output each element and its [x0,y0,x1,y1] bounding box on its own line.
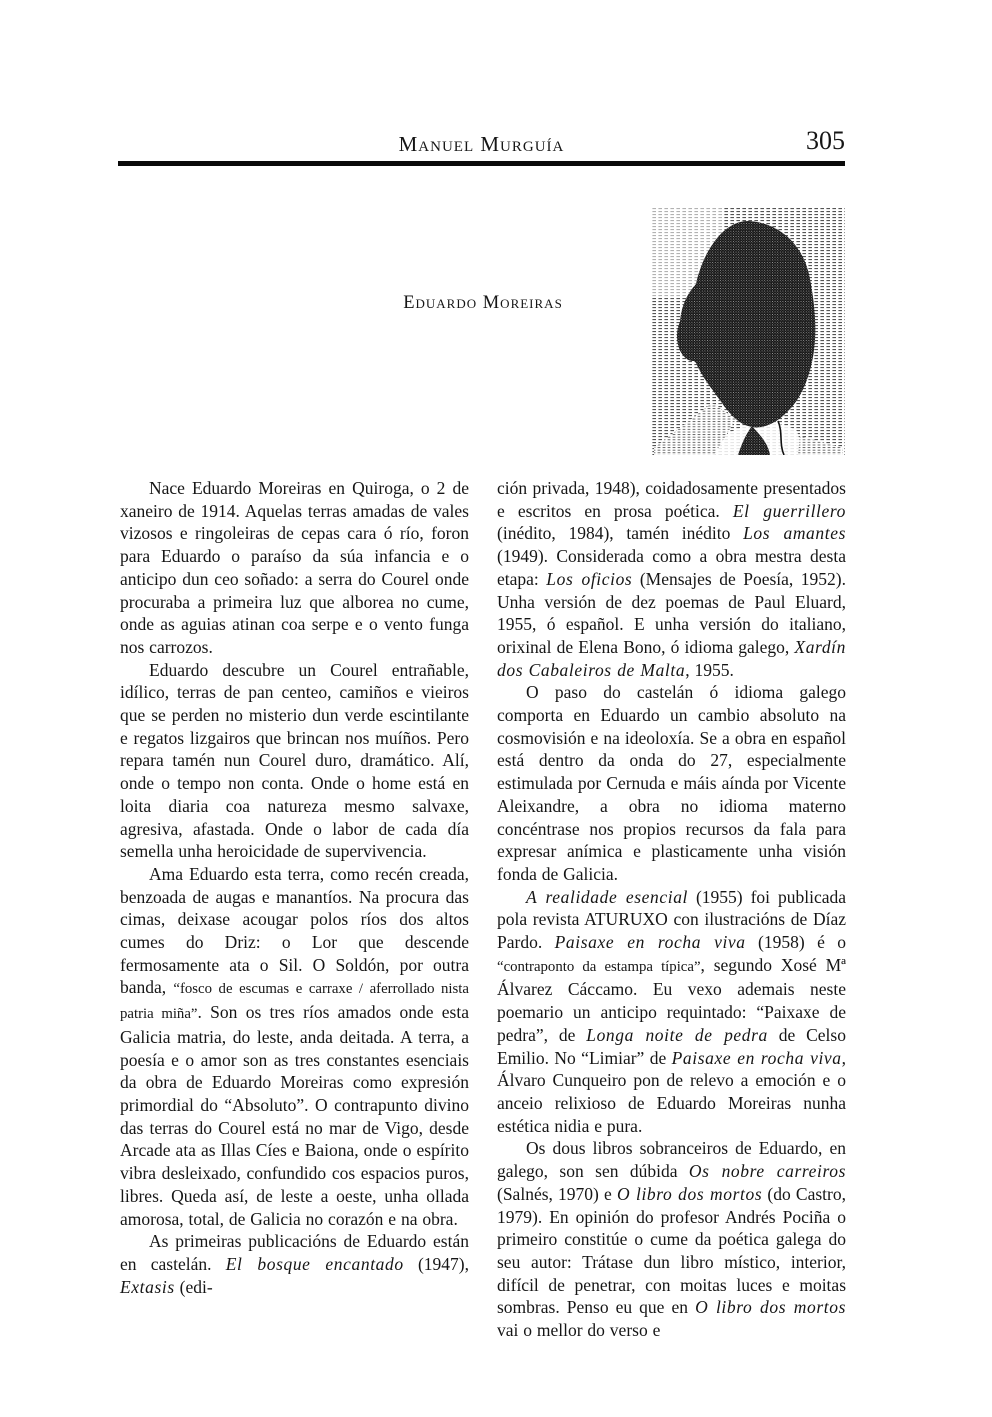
text-column-left [120,477,469,1298]
page-number: 305 [806,126,845,155]
portrait-image [652,207,845,455]
paragraph: O paso do castelán ó idioma galego comporta en Eduardo un cambio absoluto na cosmovisión e na ideoloxía. Se a obra en español está dentro da onda do 27, especialmente estimulada por Cernuda e máis aínda por Vicente Aleixandre, a obra no idioma materno concéntrase nos propios recursos da fala para expresar anímica e plasticamente unha visión fonda de Galicia. [497,682,846,884]
paragraph: As primeiras publicacións de Eduardo están en castelán. El bosque encantado (1947), Extasis (edi- [120,1231,470,1297]
text-column-right [497,477,846,1342]
paragraph: ción privada, 1948), coidadosamente presentados e escritos en prosa poética. El guerrillero (inédito, 1984), tamén inédito Los amantes (1949). Considerada como a obra mestra desta etapa: Los oficios (Mensajes de Poesía, 1952). Unha versión de dez poemas de Paul Eluard, 1955, ó español. E unha versión do italiano, orixinal de Elena Bono, ó idioma galego, Xardín dos Cabaleiros de Malta, 1955. [497,478,846,680]
running-title: Manuel Murguía [398,132,565,156]
article-title: Eduardo Moreiras [403,293,563,313]
paragraph: Os dous libros sobranceiros de Eduardo, en galego, son sen dúbida Os nobre carreiros (Salnés, 1970) e O libro dos mortos (do Castro, 1979). En opinión do profesor Andrés Pociña o primeiro constitúe o cume da poética galega do seu autor: Trátase dun libro místico, interior, difícil de penetrar, con moitas luces e moitas sombras. Penso eu que en O libro dos mortos vai o mellor do verso e [497,1138,846,1341]
header-rule [118,161,845,166]
paragraph: A realidade esencial (1955) foi publicada pola revista ATURUXO con ilustracións de Díaz Pardo. Paisaxe en rocha viva (1958) é o “contraponto da estampa típica”, segundo Xosé Mª Álvarez Cáccamo. Eu vexo ademais neste poemario un anticipo requintado: “Paixaxe de pedra”, de Longa noite de pedra de Celso Emilio. No “Limiar” de Paisaxe en rocha viva, Álvaro Cunqueiro pon de relevo a emoción e o anceio relixioso de Eduardo Moreiras nunha estética nidia e pura. [497,886,846,1136]
paragraph: Nace Eduardo Moreiras en Quiroga, o 2 de xaneiro de 1914. Aquelas terras amadas de vales vizosos e ringoleiras de cepas cara ó río, foron para Eduardo o paraíso da súa infancia e o anticipo dun ceo soñado: a serra do Courel onde procuraba a primeira luz que alborea no cume, onde as aguias atinan coa serpe e o vento funga nos carrozos. [120,478,469,657]
paragraph: Eduardo descubre un Courel entrañable, idílico, terras de pan centeo, camiños e vieiros que se perden no misterio dun verde escintilante e regatos lizgairos que brincan nos muíños. Pero repara tamén nun Courel duro, dramático. Alí, onde o tempo non conta. Onde o home está en loita diaria coa natureza mesmo salvaxe, agresiva, afastada. Onde o labor de cada día semella unha heroicidade de supervivencia. [120,659,469,862]
page-header [118,126,845,157]
paragraph: Ama Eduardo esta terra, como recén creada, benzoada de augas e manantíos. Na procura das cimas, deixase acougar polos ríos dos altos cumes do Driz: o Lor que descende fermosamente ata o Sil. O Soldón, por outra banda, “fosco de escumas e carraxe / aferrollado nista patria miña”. Son os tres ríos amados onde esta Galicia matria, do leste, anda deitada. A terra, a poesía e o amor son as tres constantes esenciais da obra de Eduardo Moreiras como expresión primordial do “Absoluto”. O contrapunto divino das terras do Courel está no mar de Vigo, desde Arcade ata as Illas Cíes e Baiona, onde o espírito vibra desleixado, confundido cos espacios puros, libres. Queda así, de leste a oeste, unha ollada amorosa, total, de Galicia no corazón e na obra. [120,863,469,1229]
portrait-photo [652,207,845,455]
